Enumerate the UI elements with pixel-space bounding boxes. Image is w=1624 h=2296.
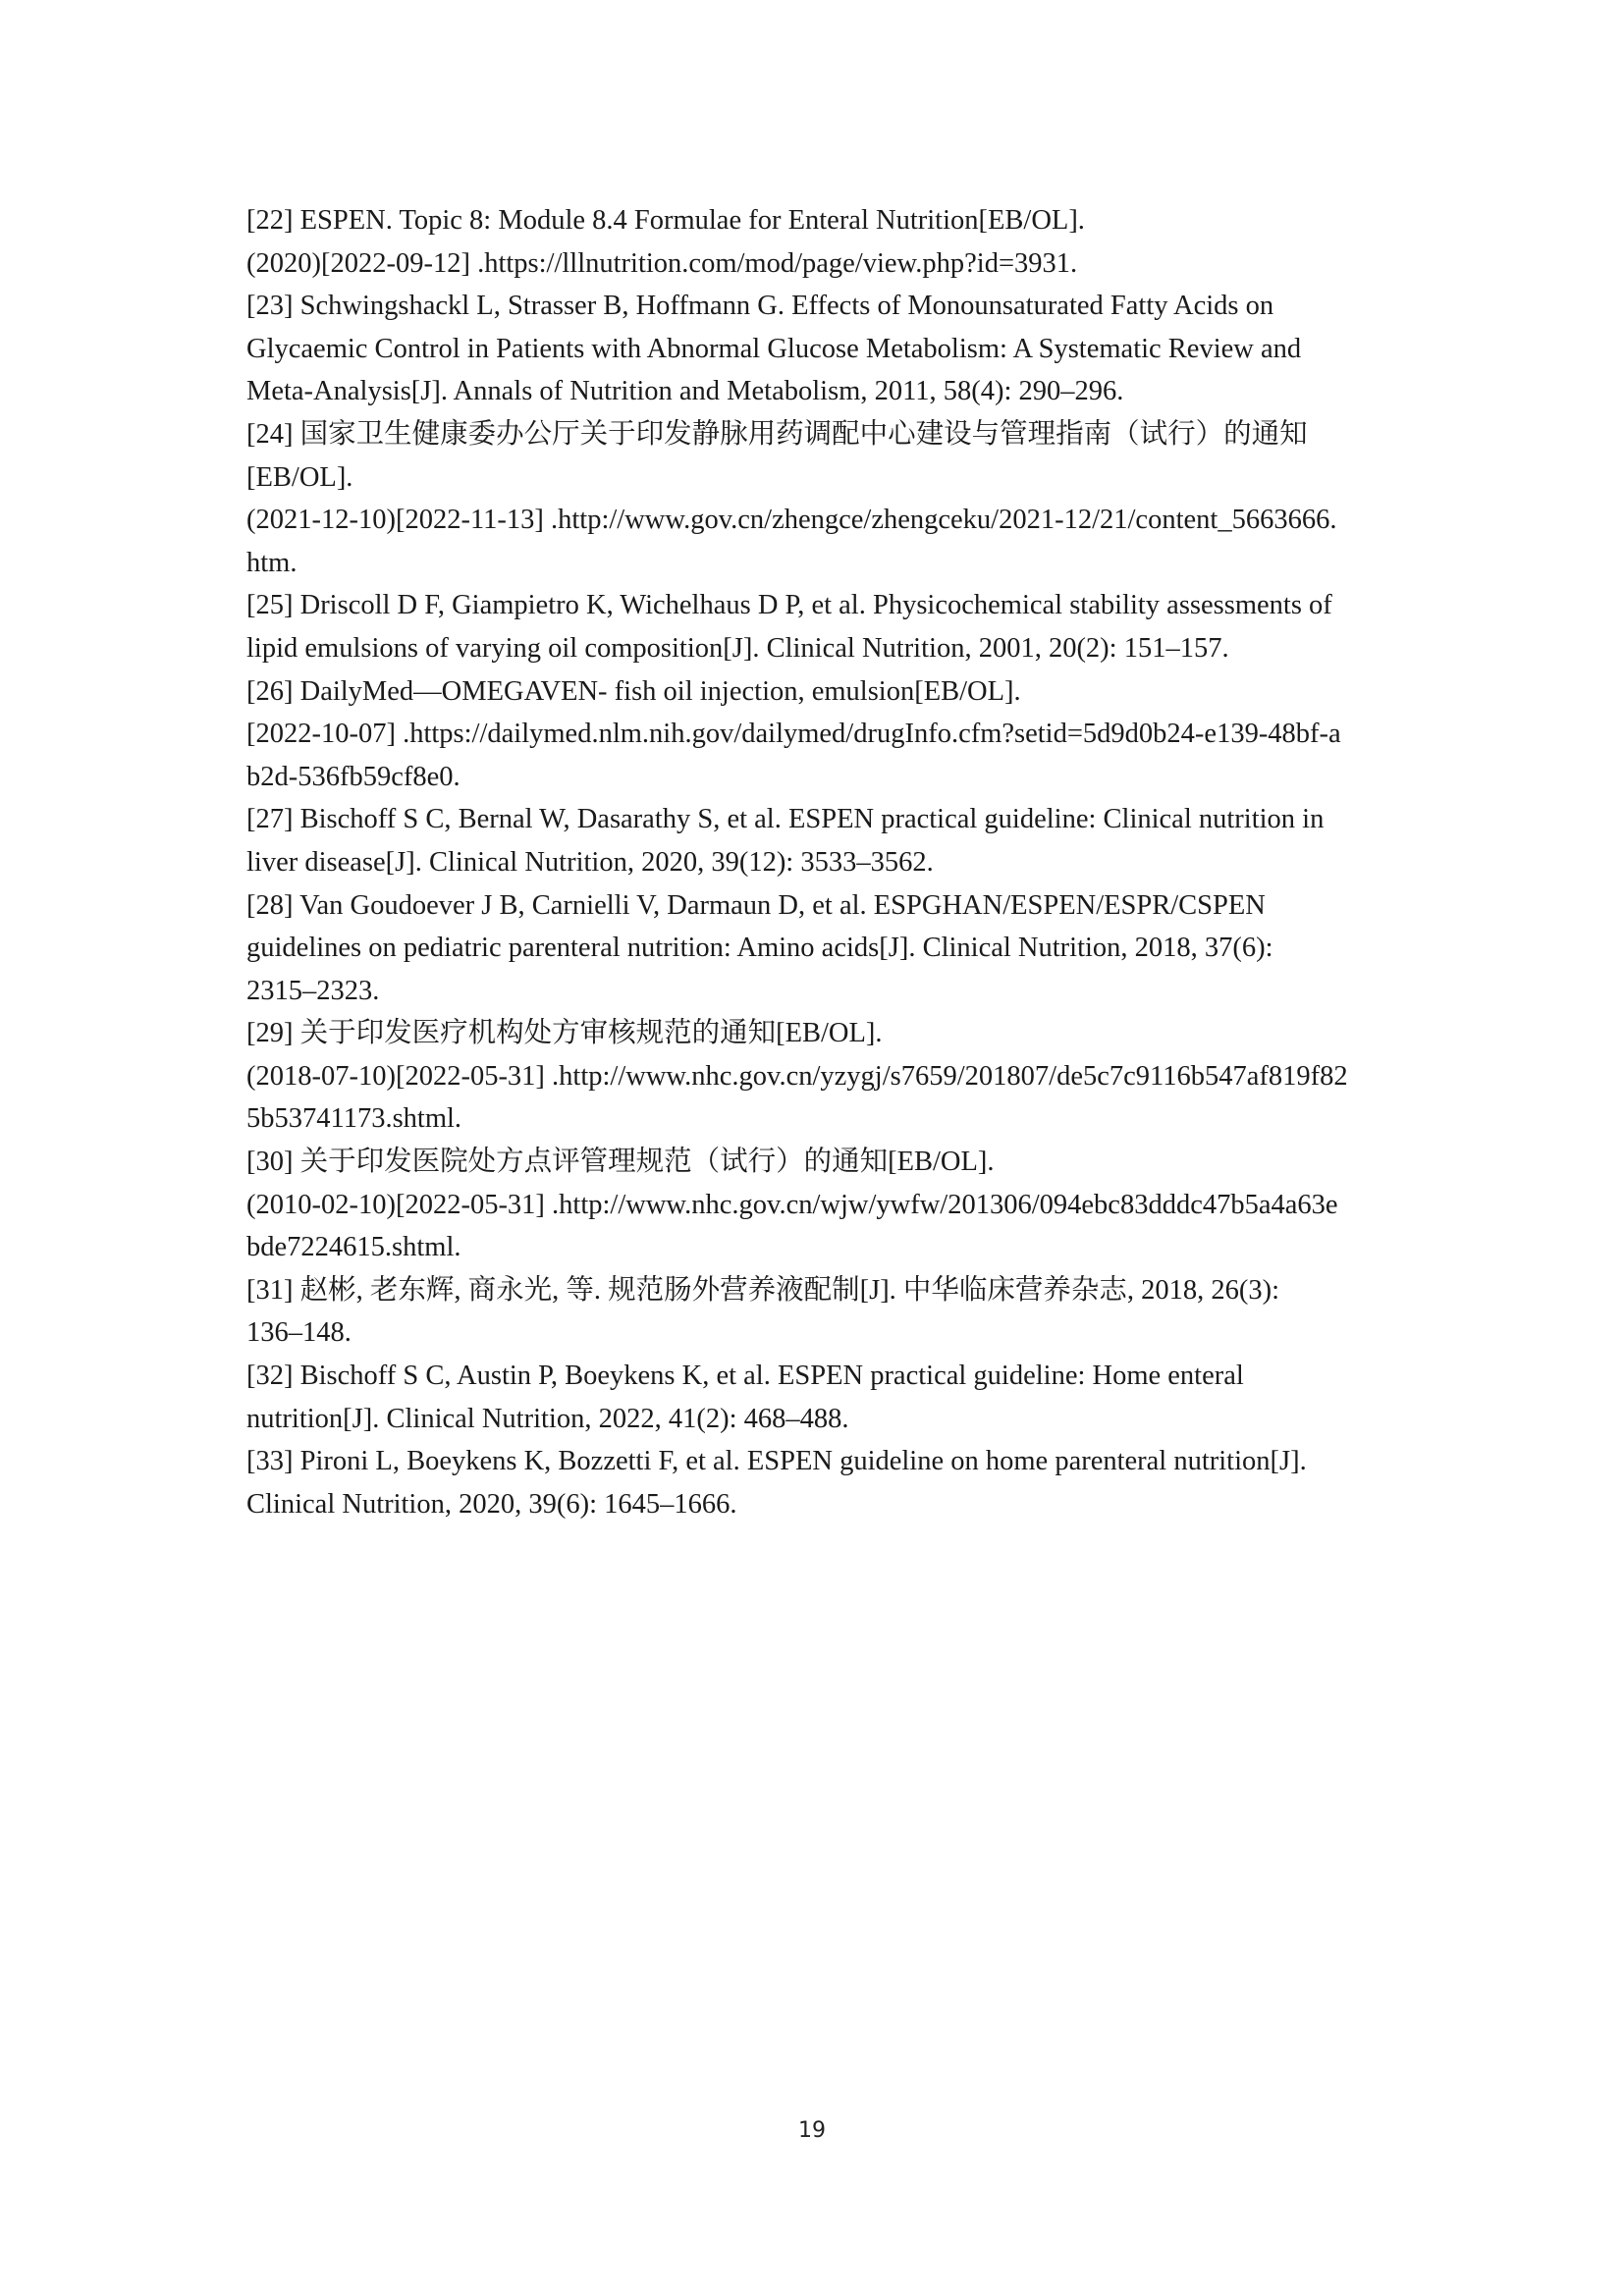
reference-line: [31] 赵彬, 老东辉, 商永光, 等. 规范肠外营养液配制[J]. 中华临床营养杂志, 2018, 26(3): (246, 1274, 1280, 1306)
reference-line: Meta-Analysis[J]. Annals of Nutrition and Metabolism, 2011, 58(4): 290–296. (246, 376, 1124, 407)
reference-line: (2010-02-10)[2022-05-31] .http://www.nhc.gov.cn/wjw/ywfw/201306/094ebc83dddc47b5a4a63e (246, 1189, 1338, 1220)
reference-line: guidelines on pediatric parenteral nutrition: Amino acids[J]. Clinical Nutrition, 2018, 37(6): (246, 933, 1273, 964)
reference-line: [2022-10-07] .https://dailymed.nlm.nih.gov/dailymed/drugInfo.cfm?setid=5d9d0b24-e139-48bf-a (246, 719, 1341, 750)
reference-line: 2315–2323. (246, 975, 380, 1006)
reference-line: [25] Driscoll D F, Giampietro K, Wichelhaus D P, et al. Physicochemical stability assessments of (246, 590, 1332, 621)
reference-line: [26] DailyMed—OMEGAVEN- fish oil injection, emulsion[EB/OL]. (246, 675, 1021, 707)
reference-line: b2d-536fb59cf8e0. (246, 761, 460, 792)
reference-line: [EB/OL]. (246, 461, 353, 493)
reference-line: [28] Van Goudoever J B, Carnielli V, Darmaun D, et al. ESPGHAN/ESPEN/ESPR/CSPEN (246, 889, 1266, 921)
reference-line: Glycaemic Control in Patients with Abnormal Glucose Metabolism: A Systematic Review and (246, 333, 1302, 364)
page-number: 19 (798, 2118, 826, 2143)
reference-line: bde7224615.shtml. (246, 1232, 461, 1263)
reference-line: (2020)[2022-09-12] .https://lllnutrition.com/mod/page/view.php?id=3931. (246, 247, 1078, 279)
reference-line: [23] Schwingshackl L, Strasser B, Hoffmann G. Effects of Monounsaturated Fatty Acids on (246, 291, 1274, 322)
reference-line: (2018-07-10)[2022-05-31] .http://www.nhc.gov.cn/yzygj/s7659/201807/de5c7c9116b547af819f82 (246, 1060, 1348, 1092)
reference-list (246, 199, 1385, 1525)
reference-line: [29] 关于印发医疗机构处方审核规范的通知[EB/OL]. (246, 1018, 883, 1049)
reference-line: htm. (246, 547, 298, 578)
reference-line: 5b53741173.shtml. (246, 1103, 462, 1135)
reference-line: liver disease[J]. Clinical Nutrition, 2020, 39(12): 3533–3562. (246, 846, 934, 878)
reference-line: [32] Bischoff S C, Austin P, Boeykens K, et al. ESPEN practical guideline: Home enteral (246, 1361, 1244, 1392)
reference-line: 136–148. (246, 1317, 352, 1349)
reference-line: [33] Pironi L, Boeykens K, Bozzetti F, et al. ESPEN guideline on home parenteral nutrition[J]. (246, 1446, 1307, 1477)
reference-line: nutrition[J]. Clinical Nutrition, 2022, 41(2): 468–488. (246, 1403, 849, 1434)
reference-line: lipid emulsions of varying oil composition[J]. Clinical Nutrition, 2001, 20(2): 151–157. (246, 632, 1229, 664)
reference-line: Clinical Nutrition, 2020, 39(6): 1645–1666. (246, 1488, 737, 1520)
reference-line: [24] 国家卫生健康委办公厅关于印发静脉用药调配中心建设与管理指南（试行）的通知 (246, 418, 1308, 450)
reference-line: (2021-12-10)[2022-11-13] .http://www.gov.cn/zhengce/zhengceku/2021-12/21/content_5663666. (246, 505, 1337, 536)
reference-line: [22] ESPEN. Topic 8: Module 8.4 Formulae for Enteral Nutrition[EB/OL]. (246, 205, 1085, 236)
reference-line: [30] 关于印发医院处方点评管理规范（试行）的通知[EB/OL]. (246, 1147, 995, 1178)
reference-line: [27] Bischoff S C, Bernal W, Dasarathy S, et al. ESPEN practical guideline: Clinical nutrition in (246, 804, 1325, 835)
